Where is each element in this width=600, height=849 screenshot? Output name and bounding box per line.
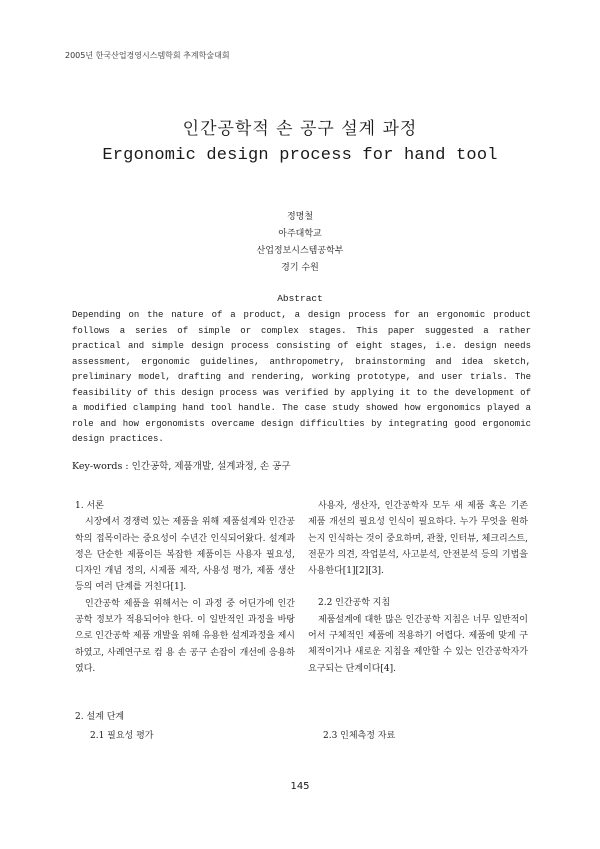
section-1-heading: 1. 서론	[75, 501, 104, 511]
section-2-heading: 2. 설계 단계	[75, 712, 125, 722]
page-number: 145	[290, 781, 310, 792]
author-name: 정명철	[286, 212, 314, 222]
subsection-2-2-heading: 2.2 인간공학 지침	[318, 598, 391, 609]
left-column	[75, 498, 295, 677]
intro-paragraph-1: 시장에서 경쟁력 있는 제품을 위해 제품설계와 인간공학의 접목이라는 중요성이 수년간 인식되어왔다. 설계과정은 단순한 제품이든 복잡한 제품이든 사용자 필요성, 디자인 개념 정의, 시제품 제작, 사용성 평가, 제품 생산 등의 여러 단계를 거친다[1].	[75, 517, 295, 593]
conference-header: 2005년 한국산업경영시스템학회 추계학술대회	[65, 51, 230, 60]
abstract-heading: Abstract	[277, 293, 323, 304]
intro-paragraph-2: 인간공학 제품을 위해서는 이 과정 중 어딘가에 인간공학 정보가 적용되어야 한다. 이 일반적인 과정을 바탕으로 인간공학 제품 개발을 위해 유용한 설계과정을 제시하였고, 사례연구로 컴 용 손 공구 손잡이 개선에 응용하였다.	[75, 598, 295, 674]
paper-title-korean: 인간공학적 손 공구 설계 과정	[182, 119, 418, 139]
guidelines-paragraph: 제품설계에 대한 많은 인간공학 지침은 너무 일반적이어서 구체적인 제품에 적용하기 어렵다. 제품에 맞게 구체적이거나 새로운 지침을 제안할 수 있는 인간공학자가 요구되는 단계이다[4].	[308, 614, 528, 674]
author-university: 아주대학교	[278, 229, 322, 239]
subsection-2-1-heading: 2.1 필요성 평가	[90, 731, 154, 741]
needs-paragraph: 사용자, 생산자, 인간공학자 모두 새 제품 혹은 기존 제품 개선의 필요성 인식이 필요하다. 누가 무엇을 원하는지 인식하는 것이 중요하며, 관찰, 인터뷰, 체크리스트, 전문가 의견, 작업분석, 사고분석, 안전분석 등의 기법을 사용한다[1][2][3].	[308, 501, 528, 577]
author-department: 산업정보시스템공학부	[256, 246, 344, 256]
paper-title-english: Ergonomic design process for hand tool	[102, 146, 498, 165]
keywords-line: Key-words : 인간공학, 제품개발, 설계과정, 손 공구	[72, 461, 291, 472]
subsection-2-3-heading: 2.3 인체측정 자료	[323, 731, 396, 741]
abstract-body: Depending on the nature of a product, a design process for an ergonomic product follows a series of simple or complex stages. This paper suggested a rather practical and simple design process consisting of eight stages, i.e. design needs assessment, ergonomic guidelines, anthropometry, brainstorming and idea sketch, preliminary model, drafting and rendering, working prototype, and user trials. The feasibility of this design process was verified by applying it to the development of a modified clamping hand tool handle. The case study showed how ergonomics played a role and how ergonomists overcame design difficulties by integrating good ergonomic design practices.	[72, 310, 531, 444]
author-location: 경기 수원	[281, 263, 319, 273]
author-block	[0, 209, 600, 277]
right-column	[308, 498, 528, 677]
